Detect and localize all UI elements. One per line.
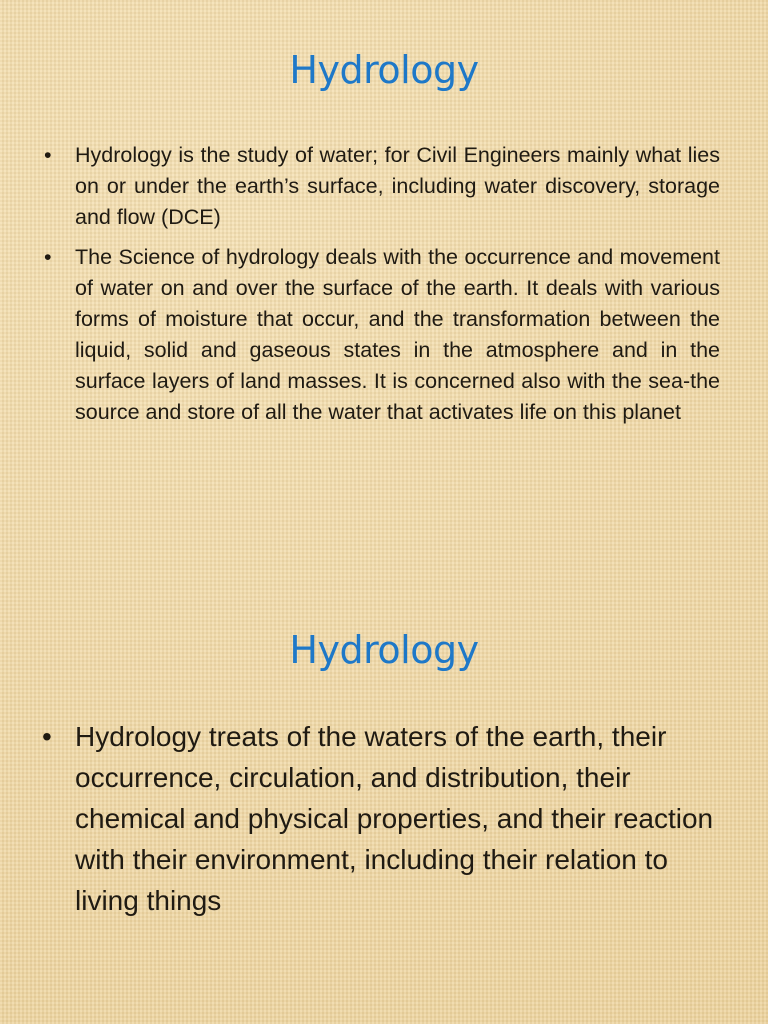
slide-1-bullet-1-text: Hydrology is the study of water; for Civil Engineers mainly what lies on or under the earth’s surface, including water discovery, storage and flow (DCE) (75, 143, 720, 229)
bullet-icon: • (44, 245, 52, 269)
slide-1-title: Hydrology (289, 48, 479, 92)
slide-1-bullet-1 (44, 140, 720, 233)
slide-2 (0, 512, 768, 1024)
slide-2-bullet-1-text: Hydrology treats of the waters of the earth, their occurrence, circulation, and distribution, their chemical and physical properties, and their reaction with their environment, including their relation to living things (75, 721, 714, 916)
bullet-icon: • (44, 143, 52, 167)
slide-1-bullet-list (44, 140, 720, 437)
slide-2-bullet-1 (44, 716, 720, 921)
slide-2-bullet-list (44, 716, 720, 930)
slide-2-title: Hydrology (289, 628, 479, 672)
slide-1-bullet-2 (44, 242, 720, 428)
slide-1-bullet-2-text: The Science of hydrology deals with the occurrence and movement of water on and over the surface of the earth. It deals with various forms of moisture that occur, and the transformation between the liquid, solid and gaseous states in the atmosphere and in the surface layers of land masses. It is concerned also with the sea-the source and store of all the water that activates life on this planet (75, 245, 720, 424)
bullet-icon: • (42, 721, 52, 752)
